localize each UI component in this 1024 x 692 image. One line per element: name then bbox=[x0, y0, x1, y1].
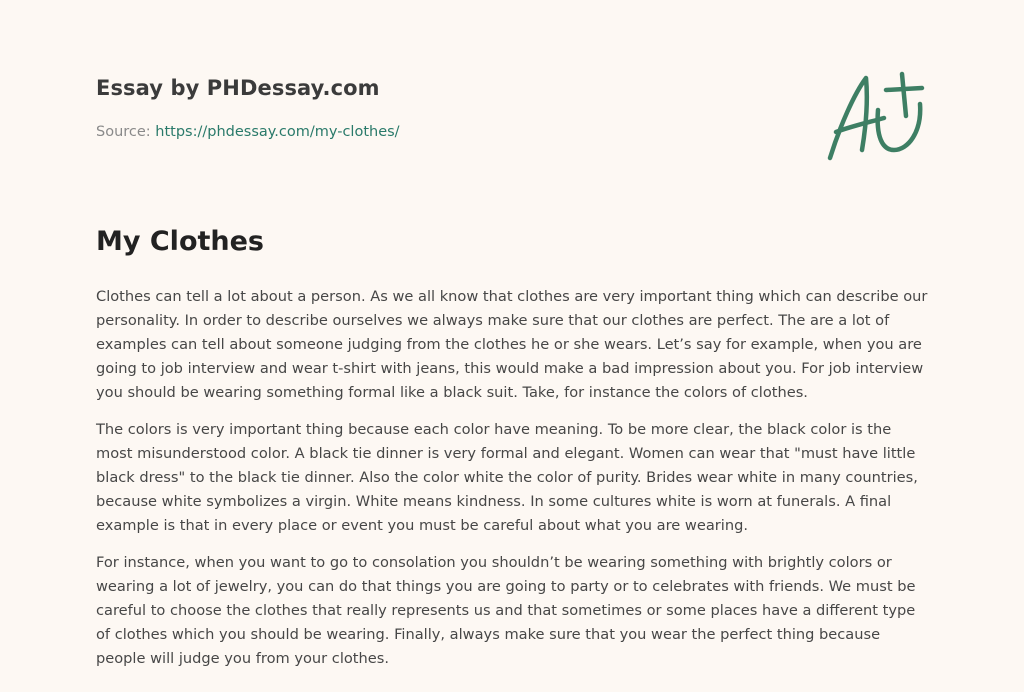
source-label: Source: bbox=[96, 124, 151, 140]
a-plus-logo-icon bbox=[822, 66, 932, 166]
source-link[interactable]: https://phdessay.com/my-clothes/ bbox=[155, 124, 400, 140]
source-line bbox=[96, 124, 400, 140]
brand-title: Essay by PHDessay.com bbox=[96, 76, 380, 100]
essay-title: My Clothes bbox=[96, 226, 264, 257]
essay-body bbox=[96, 285, 932, 684]
essay-paragraph: Clothes can tell a lot about a person. As we all know that clothes are very important thing which can describe our personality. In order to describe ourselves we always make sure that our clothes are perfect. The are a lot of examples can tell about someone judging from the clothes he or she wears. Let’s say for example, when you are going to job interview and wear t-shirt with jeans, this would make a bad impression about you. For job interview you should be wearing something formal like a black suit. Take, for instance the colors of clothes. bbox=[96, 288, 928, 401]
essay-paragraph: The colors is very important thing because each color have meaning. To be more clear, the black color is the most misunderstood color. A black tie dinner is very formal and elegant. Women can wear that "must have little black dress" to the black tie dinner. Also the color white the color of purity. Brides wear white in many countries, because white symbolizes a virgin. White means kindness. In some cultures white is worn at funerals. A final example is that in every place or event you must be careful about what you are wearing. bbox=[96, 421, 918, 534]
essay-paragraph: For instance, when you want to go to consolation you shouldn’t be wearing something with brightly colors or wearing a lot of jewelry, you can do that things you are going to party or to celebrates with friends. We must be careful to choose the clothes that really represents us and that sometimes or some places have a different type of clothes which you should be wearing. Finally, always make sure that you wear the perfect thing because people will judge you from your clothes. bbox=[96, 554, 916, 667]
